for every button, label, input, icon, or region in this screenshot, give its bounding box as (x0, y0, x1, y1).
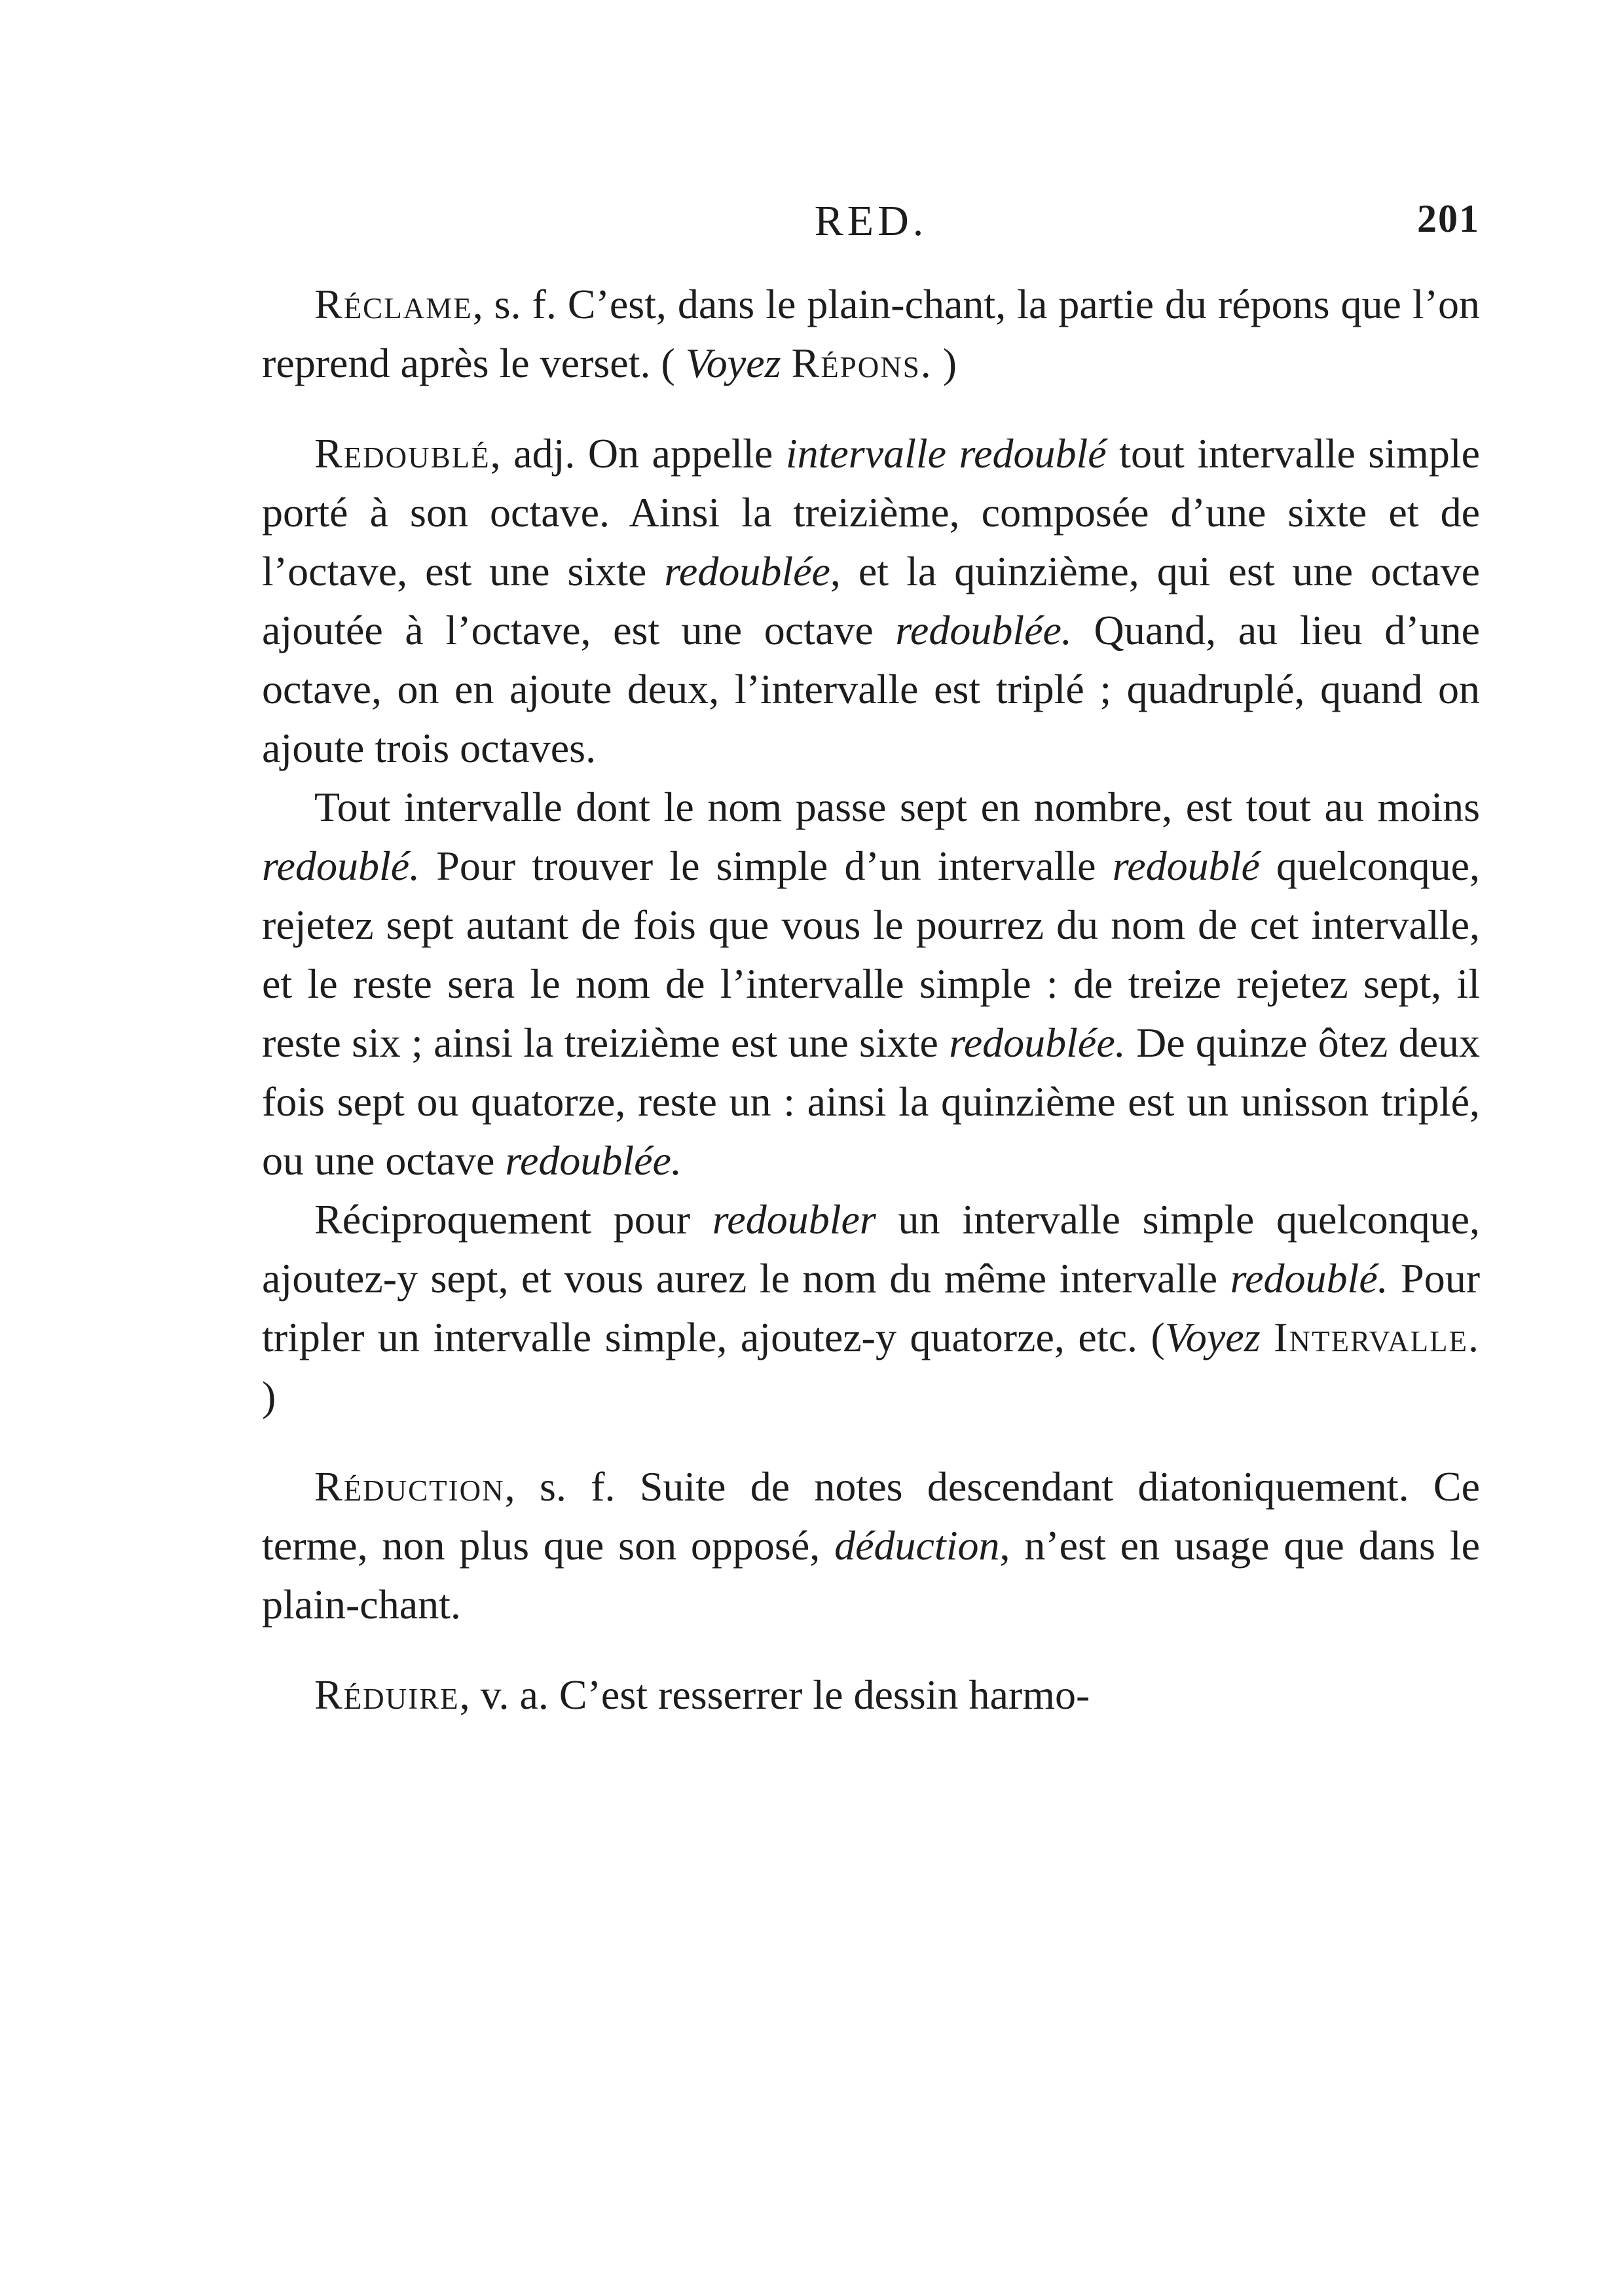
entry-text: , s. f. C’est, dans le plain-chant, la partie du répons que l’on reprend après le verset. ( (262, 281, 1480, 386)
entry-text: Quand, au lieu d’une octave, on en ajoute deux, l’intervalle est triplé ; quadruplé, quand on ajoute trois octaves. (262, 607, 1481, 771)
italic-term: redoublée (664, 548, 830, 594)
entry-text: , s. f. Suite de notes descendant diatoniquement. Ce terme, non plus que son opposé, (262, 1463, 1480, 1569)
entry-redouble (262, 424, 1480, 778)
page-number: 201 (1417, 197, 1480, 240)
italic-term: intervalle redoublé (785, 430, 1107, 477)
entry-reduire (262, 1666, 1480, 1724)
italic-term: redoublé. (262, 843, 420, 889)
running-head (262, 196, 1480, 255)
entry-term: Redoublé (314, 430, 490, 477)
italic-term: redoublée. (505, 1137, 682, 1184)
entry-term: Réduire (314, 1671, 460, 1718)
italic-term: redoublée. (949, 1019, 1126, 1066)
italic-term: déduction (834, 1522, 1000, 1569)
paragraph-text: ) (262, 1373, 276, 1419)
running-head-title: RED. (814, 197, 928, 245)
italic-term: redoublé (1112, 843, 1260, 889)
entry-text: , adj. On appelle (490, 430, 786, 477)
entry-text: , n’est en usage que dans le plain-chant. (262, 1522, 1480, 1628)
entry-text: tout intervalle simple porté à son octave. Ainsi la treizième, composée d’une sixte et de l’octave, est une sixte (262, 430, 1481, 594)
entry-term: Réduction (314, 1463, 505, 1510)
entry-reclame (262, 275, 1480, 393)
entry-text: ) (942, 340, 957, 386)
paragraph-text: Pour trouver le simple d’un intervalle (420, 843, 1113, 889)
italic-term: redoubler (712, 1196, 876, 1243)
paragraph-text: De quinze ôtez deux fois sept ou quatorze, reste un : ainsi la quinzième est un unisson triplé, ou une octave (262, 1019, 1481, 1184)
paragraph-text: un intervalle simple quelconque, ajoutez-y sept, et vous aurez le nom du même intervalle (262, 1196, 1481, 1302)
cross-reference-label: Voyez (1164, 1314, 1261, 1360)
entry-reduction (262, 1457, 1480, 1634)
cross-reference-label: Voyez (685, 340, 781, 386)
paragraph-redouble-reciprocal (262, 1190, 1480, 1426)
paragraph-text: quelconque, rejetez sept autant de fois que vous le pourrez du nom de cet intervalle, et le reste sera le nom de l’intervalle simple : de treize rejetez sept, il reste six ; ainsi la treizième est une sixte (262, 843, 1481, 1066)
paragraph-text: Tout intervalle dont le nom passe sept en nombre, est tout au moins (314, 784, 1480, 830)
entry-text: , et la quinzième, qui est une octave ajoutée à l’octave, est une octave (262, 548, 1481, 653)
cross-reference-term: Intervalle. (1274, 1314, 1481, 1360)
paragraph-text: Pour tripler un intervalle simple, ajoutez-y quatorze, etc. ( (262, 1255, 1481, 1360)
entry-term: Réclame (314, 281, 473, 327)
cross-reference-term: Répons. (791, 340, 932, 386)
paragraph-text: Réciproquement pour (314, 1196, 712, 1243)
body-text (262, 275, 1480, 1724)
entry-text: , v. a. C’est resserrer le dessin harmo- (459, 1671, 1090, 1718)
paragraph-redouble-rule (262, 778, 1480, 1190)
italic-term: redoublé. (1230, 1255, 1388, 1302)
italic-term: redoublée. (895, 607, 1072, 653)
